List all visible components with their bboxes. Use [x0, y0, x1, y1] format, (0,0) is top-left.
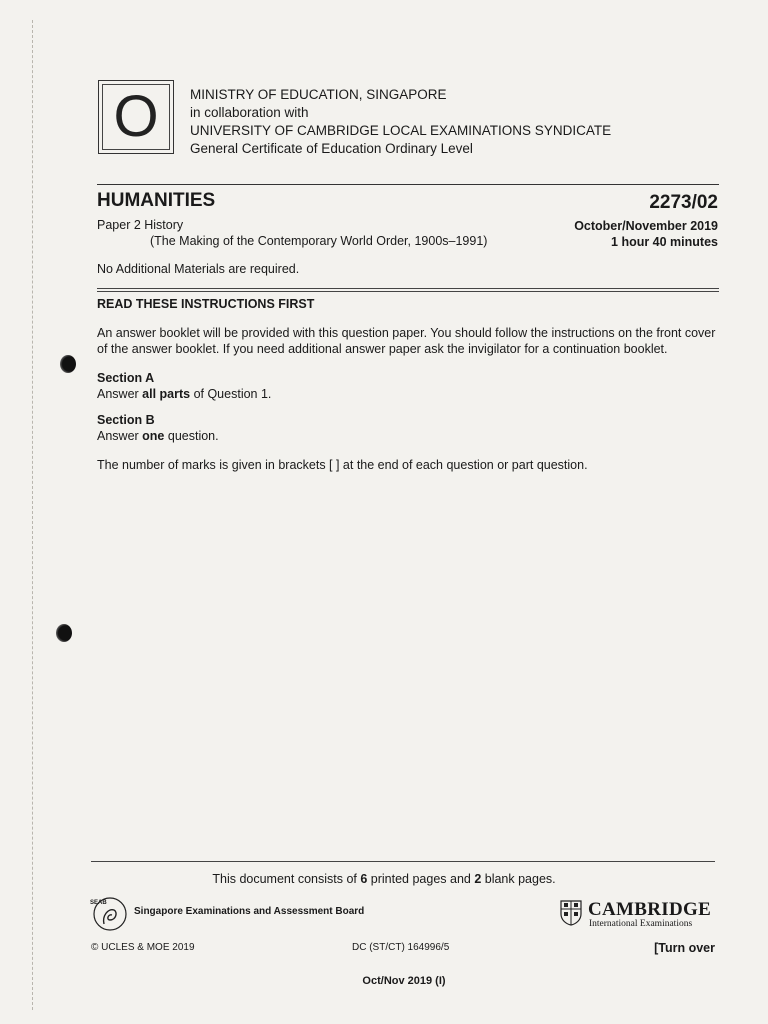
seab-name: Singapore Examinations and Assessment Board — [134, 906, 365, 917]
page-edge-perforation — [32, 20, 33, 1010]
copyright: © UCLES & MOE 2019 — [91, 942, 195, 953]
exam-session: October/November 2019 — [574, 219, 718, 233]
syllabus-code: 2273/02 — [649, 192, 718, 213]
exam-duration: 1 hour 40 minutes — [611, 235, 718, 249]
section-b — [97, 412, 721, 444]
cambridge-name: CAMBRIDGE — [588, 899, 712, 920]
page-count-note: This document consists of 6 printed pages and 2 blank pages. — [212, 872, 556, 886]
cambridge-crest-icon — [560, 900, 582, 926]
footer-divider — [91, 861, 715, 862]
section-b-title: Section B — [97, 413, 155, 427]
seab-logo — [88, 890, 132, 934]
section-a-text: Answer all parts of Question 1. — [97, 387, 272, 401]
syndicate-line: UNIVERSITY OF CAMBRIDGE LOCAL EXAMINATIONS SYNDICATE — [190, 123, 612, 138]
dc-code: DC (ST/CT) 164996/5 — [352, 942, 450, 953]
punch-hole-bottom — [56, 624, 72, 642]
turn-over: [Turn over — [654, 941, 715, 955]
session-info — [574, 218, 718, 250]
subject-title: HUMANITIES — [97, 190, 216, 211]
section-b-text: Answer one question. — [97, 429, 219, 443]
instructions-divider — [97, 288, 719, 289]
punch-hole-top — [60, 355, 76, 373]
instructions-heading: READ THESE INSTRUCTIONS FIRST — [97, 297, 315, 311]
ministry-line: MINISTRY OF EDUCATION, SINGAPORE — [190, 87, 447, 102]
session-code: Oct/Nov 2019 (I) — [362, 975, 446, 987]
logo-letter: O — [113, 84, 159, 149]
header-divider — [97, 184, 719, 185]
materials-note: No Additional Materials are required. — [97, 262, 300, 276]
marks-note: The number of marks is given in brackets [ ] at the end of each question or part question. — [97, 458, 588, 472]
certificate-line: General Certificate of Education Ordinary Level — [190, 141, 473, 156]
seab-logo-text: SEAB — [90, 900, 107, 906]
o-level-logo — [98, 80, 174, 154]
issuing-bodies — [190, 86, 611, 158]
cambridge-subtitle: International Examinations — [589, 919, 693, 929]
paper-name: Paper 2 History — [97, 218, 184, 232]
instructions-intro: An answer booklet will be provided with this question paper. You should follow the instructions on the front cover of the answer booklet. If you need additional answer paper ask the invigilator for a continuation booklet. — [97, 326, 716, 356]
instructions-body — [97, 325, 721, 473]
instructions-divider-2 — [97, 291, 719, 292]
section-a — [97, 370, 721, 402]
paper-subtitle: (The Making of the Contemporary World Order, 1900s–1991) — [150, 234, 488, 248]
section-a-title: Section A — [97, 371, 155, 385]
paper-info — [97, 217, 487, 249]
collaboration-line: in collaboration with — [190, 105, 309, 120]
